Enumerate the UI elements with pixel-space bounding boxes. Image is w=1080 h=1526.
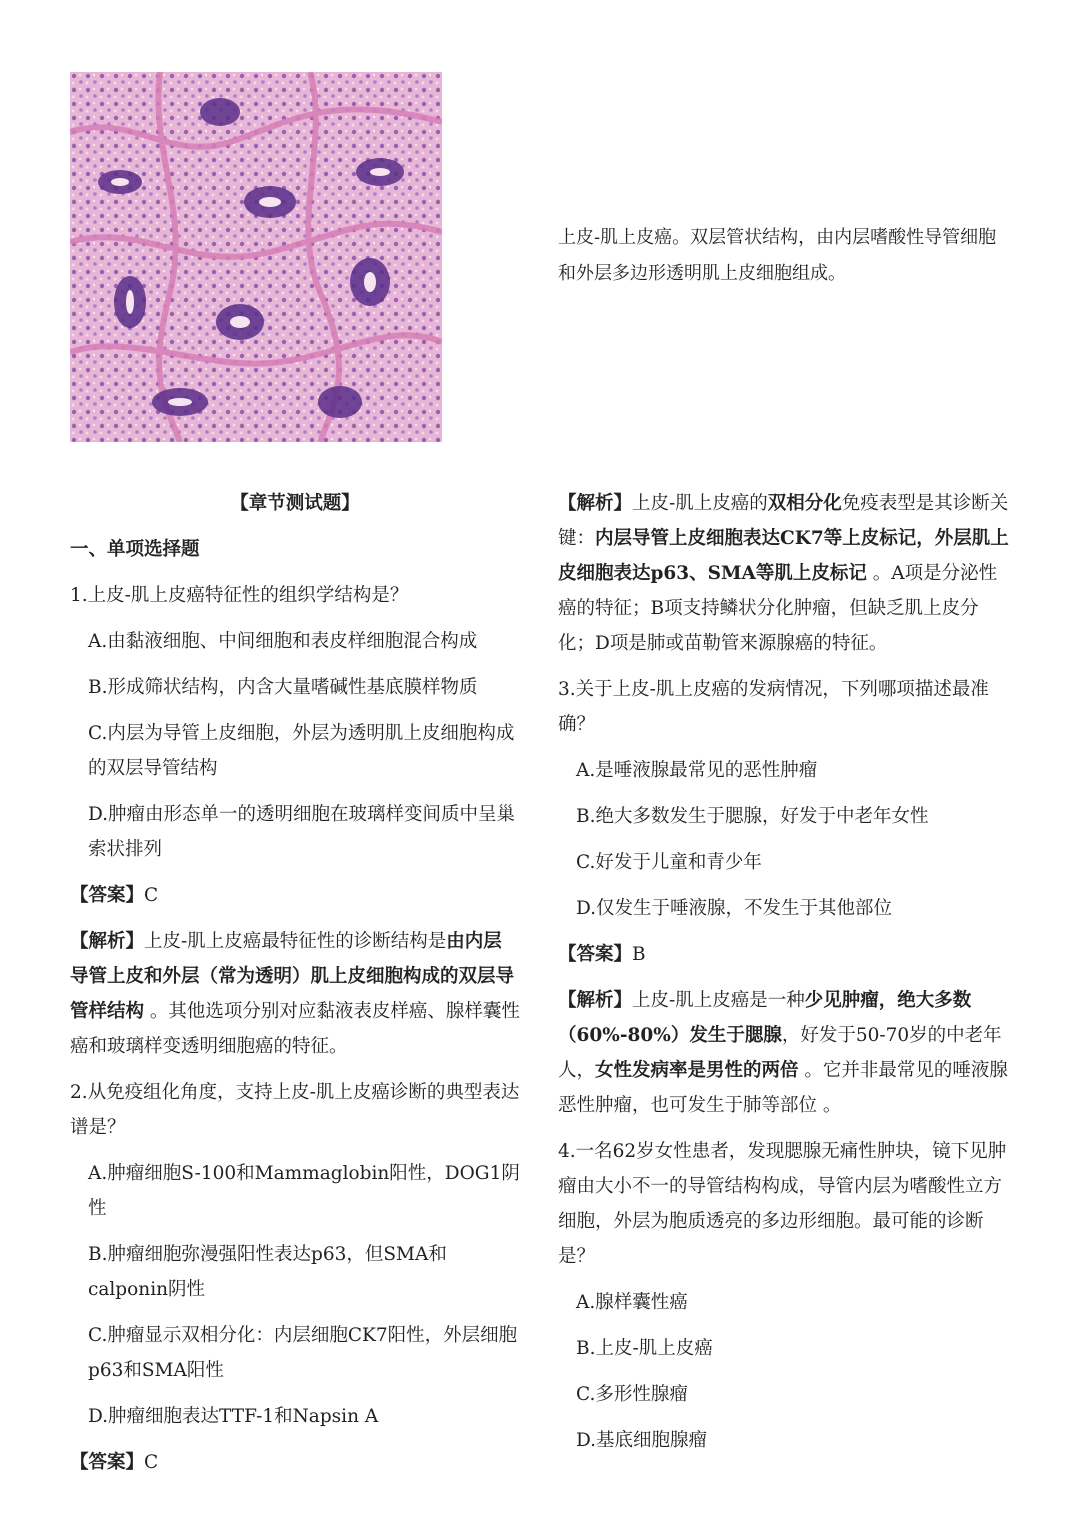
q2-option-d: D.肿瘤细胞表达TTF-1和Napsin A bbox=[88, 1406, 379, 1427]
analysis-text: ，好发于50-70岁的中老年人， bbox=[558, 1025, 1002, 1081]
analysis-emphasis: 由内层导管上皮和外层（常为透明）肌上皮细胞构成的双层导管样结构 bbox=[70, 931, 515, 1022]
q1-stem: 1.上皮-肌上皮癌特征性的组织学结构是？ bbox=[70, 585, 409, 606]
right-column bbox=[558, 486, 1010, 1469]
answer-label: 【答案】 bbox=[70, 1452, 145, 1473]
part-title: 一、单项选择题 bbox=[70, 539, 200, 560]
q1-option-b: B.形成筛状结构，内含大量嗜碱性基底膜样物质 bbox=[88, 677, 478, 698]
q1-answer bbox=[70, 878, 520, 913]
q4-stem: 4.一名62岁女性患者，发现腮腺无痛性肿块，镜下见肿瘤由大小不一的导管结构构成，导管内层为嗜酸性立方细胞，外层为胞质透亮的多边形细胞。最可能的诊断是？ bbox=[558, 1141, 1007, 1267]
answer-value: C bbox=[144, 1452, 159, 1473]
q1-analysis bbox=[70, 924, 520, 1064]
analysis-text: 上皮-肌上皮癌最特征性的诊断结构是 bbox=[144, 931, 447, 952]
q3-option-c: C.好发于儿童和青少年 bbox=[576, 852, 762, 873]
analysis-text: 。它并非最常见的唾液腺恶性肿瘤，也可发生于肺等部位 。 bbox=[558, 1060, 1008, 1116]
q1-option-d: D.肿瘤由形态单一的透明细胞在玻璃样变间质中呈巢索状排列 bbox=[88, 804, 516, 860]
analysis-label: 【解析】 bbox=[558, 493, 633, 514]
q3-analysis bbox=[558, 983, 1010, 1123]
q4-option-a: A.腺样囊性癌 bbox=[576, 1292, 688, 1313]
q1-option-a: A.由黏液细胞、中间细胞和表皮样细胞混合构成 bbox=[88, 631, 478, 652]
q3-stem: 3.关于上皮-肌上皮癌的发病情况，下列哪项描述最准确？ bbox=[558, 679, 989, 735]
left-column bbox=[70, 486, 520, 1491]
q2-stem: 2.从免疫组化角度，支持上皮-肌上皮癌诊断的典型表达谱是？ bbox=[70, 1082, 520, 1138]
q3-answer bbox=[558, 937, 1010, 972]
analysis-label: 【解析】 bbox=[70, 931, 145, 952]
analysis-text: 免疫表型是其诊断关键： bbox=[558, 493, 1009, 549]
q3-option-a: A.是唾液腺最常见的恶性肿瘤 bbox=[576, 760, 818, 781]
analysis-text: 。A项是分泌性癌的特征；B项支持鳞状分化肿瘤，但缺乏肌上皮分化；D项是肺或苗勒管来源腺癌的特征。 bbox=[558, 563, 998, 654]
q2-option-c: C.肿瘤显示双相分化：内层细胞CK7阳性，外层细胞p63和SMA阳性 bbox=[88, 1325, 518, 1381]
q2-analysis bbox=[558, 486, 1010, 661]
answer-label: 【答案】 bbox=[70, 885, 145, 906]
analysis-text: 上皮-肌上皮癌是一种 bbox=[632, 990, 805, 1011]
analysis-emphasis: 女性发病率是男性的两倍 bbox=[595, 1060, 799, 1081]
figure-caption: 上皮-肌上皮癌。双层管状结构，由内层嗜酸性导管细胞和外层多边形透明肌上皮细胞组成。 bbox=[558, 227, 997, 284]
q3-option-d: D.仅发生于唾液腺，不发生于其他部位 bbox=[576, 898, 893, 919]
answer-value: C bbox=[144, 885, 159, 906]
q3-option-b: B.绝大多数发生于腮腺，好发于中老年女性 bbox=[576, 806, 929, 827]
analysis-text: 。其他选项分别对应黏液表皮样癌、腺样囊性癌和玻璃样变透明细胞癌的特征。 bbox=[70, 1001, 520, 1057]
histology-image bbox=[70, 72, 442, 442]
analysis-emphasis: 双相分化 bbox=[767, 493, 842, 514]
q2-option-a: A.肿瘤细胞S-100和Mammaglobin阳性，DOG1阴性 bbox=[88, 1163, 520, 1219]
q4-option-d: D.基底细胞腺瘤 bbox=[576, 1430, 708, 1451]
analysis-emphasis: 内层导管上皮细胞表达CK7等上皮标记，外层肌上皮细胞表达p63、SMA等肌上皮标记 bbox=[558, 528, 1009, 584]
answer-label: 【答案】 bbox=[558, 944, 633, 965]
q2-answer bbox=[70, 1445, 520, 1480]
analysis-emphasis: 少见肿瘤，绝大多数（60%-80%）发生于腮腺 bbox=[558, 990, 972, 1046]
q1-option-c: C.内层为导管上皮细胞，外层为透明肌上皮细胞构成的双层导管结构 bbox=[88, 723, 515, 779]
q2-option-b: B.肿瘤细胞弥漫强阳性表达p63，但SMA和calponin阴性 bbox=[88, 1244, 447, 1300]
analysis-text: 上皮-肌上皮癌的 bbox=[632, 493, 768, 514]
q4-option-b: B.上皮-肌上皮癌 bbox=[576, 1338, 713, 1359]
section-title: 【章节测试题】 bbox=[230, 493, 360, 514]
analysis-label: 【解析】 bbox=[558, 990, 633, 1011]
answer-value: B bbox=[632, 944, 646, 965]
q4-option-c: C.多形性腺瘤 bbox=[576, 1384, 688, 1405]
